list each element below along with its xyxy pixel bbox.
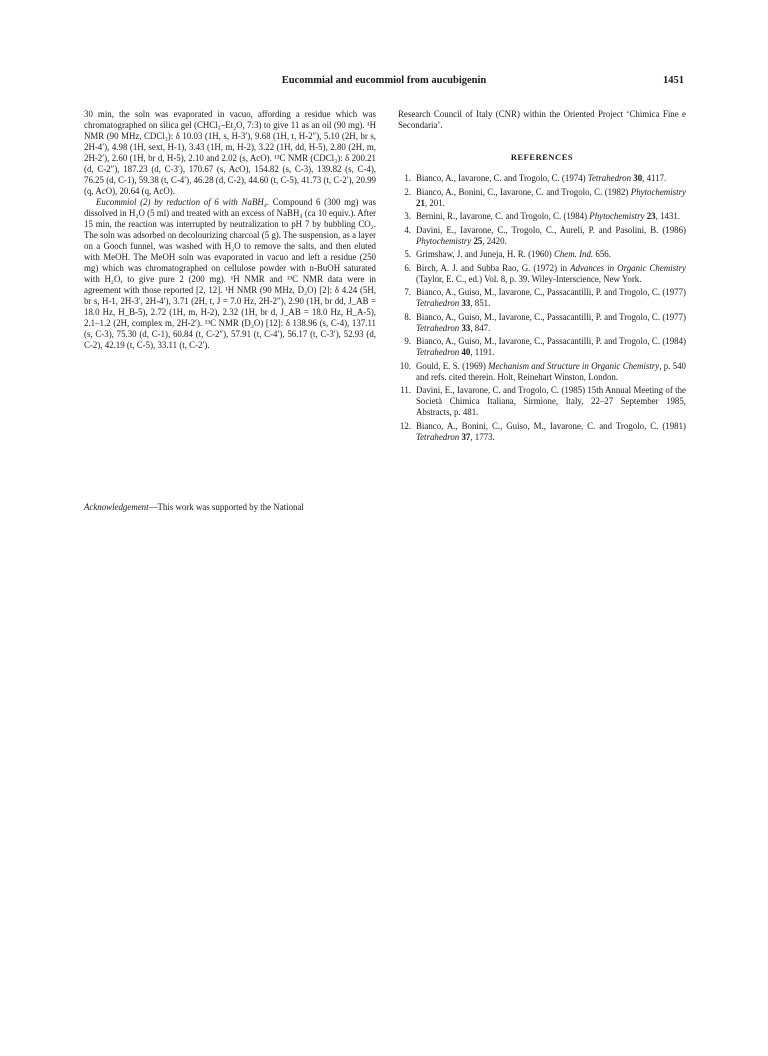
- reference-volume: 40: [461, 347, 471, 357]
- reference-number: 1.: [404, 173, 411, 183]
- reference-journal: Tetrahedron: [587, 173, 632, 183]
- reference-list: [398, 173, 686, 443]
- reference-rest: , 851.: [470, 298, 491, 308]
- acknowledgement-text: —This work was supported by the National: [148, 502, 304, 512]
- reference-rest: 656.: [593, 249, 611, 259]
- reference-journal: Phytochemistry: [630, 186, 686, 197]
- reference-number: 5.: [404, 249, 411, 259]
- reference-journal: Advances in Organic Chemistry: [570, 262, 686, 273]
- reference-item: [398, 211, 686, 222]
- reference-item: [398, 249, 686, 260]
- reference-number: 7.: [404, 287, 411, 297]
- reference-journal: Tetrahedron: [416, 431, 460, 442]
- reference-number: 8.: [404, 311, 411, 322]
- reference-journal: Phytochemistry: [416, 235, 472, 246]
- reference-rest: , 201.: [424, 197, 445, 208]
- reference-rest: , 2420.: [482, 235, 507, 246]
- reference-authors: Bianco, A., Guiso, M., Iavarone, C., Passacantilli, P. and Trogolo, C. (1977): [416, 311, 686, 322]
- reference-authors: Davini, E., Iavarone, C. and Trogolo, C. (1985) 15th Annual Meeting of the Società Chimica Italiana, Sirmione, Italy, 22–27 September 1985, Abstracts, p. 481.: [416, 385, 686, 417]
- eucommiol-procedure: Compound 6 (300 mg) was dissolved in H₂O (5 ml) and treated with an excess of NaBH₄ (ca 10 equiv.). After 15 min, the reaction was interrupted by neutralization to pH 7 by bubbling CO₂. The soln was adsorbed on decolourizing charcoal (5 g). The suspension, as a layer on a Gooch funnel, was washed with H₂O to remove the salts, and then eluted with MeOH. The MeOH soln was evaporated in vacuo and left a residue (250 mg) which was chromatographed on cellulose powder with n-BuOH saturated with H₂O, to give pure 2 (200 mg). ¹H NMR and ¹³C NMR data were in agreement with those reported [2, 12]. ¹H NMR (90 MHz, D₂O) [2]: δ 4.24 (5H, br s, H-1, 2H-3′, 2H-4′), 3.71 (2H, t, J = 7.0 Hz, 2H-2″), 2.90 (1H, br dd, J_AB = 18.0 Hz, H_B-5), 2.72 (1H, m, H-2), 2.32 (1H, br d, J_AB = 18.0 Hz, H_A-5), 2.1–1.2 (2H, complex m, 2H-2′). ¹³C NMR (D₂O) [12]: δ 138.96 (s, C-4), 137.11 (s, C-3), 75.30 (d, C-1), 60.84 (t, C-2″), 57.91 (t, C-4′), 56.17 (t, C-3′), 52.93 (d, C-2), 42.19 (t, C-5), 33.11 (t, C-2′).: [84, 197, 376, 350]
- right-column: [398, 109, 686, 445]
- acknowledgement-continued: Research Council of Italy (CNR) within the Oriented Project ‘Chimica Fine e Secondaria’.: [398, 109, 686, 130]
- reference-journal: Tetrahedron: [416, 347, 460, 357]
- reference-journal: Chem. Ind.: [553, 249, 594, 259]
- reference-volume: 23: [646, 211, 656, 221]
- acknowledgement: [84, 502, 376, 513]
- acknowledgement-heading: Acknowledgement: [84, 502, 149, 512]
- reference-journal: Tetrahedron: [416, 298, 460, 308]
- reference-item: [398, 421, 686, 443]
- reference-volume: 21: [416, 197, 425, 208]
- references-heading: REFERENCES: [510, 153, 574, 162]
- reference-rest: , 847.: [470, 322, 491, 333]
- reference-authors: Davini, E., Iavarone, C., Trogolo, C., Aureli, P. and Pasolini, B. (1986): [416, 224, 686, 235]
- reference-number: 12.: [399, 420, 411, 431]
- reference-number: 4.: [404, 224, 411, 235]
- reference-authors: Bernini, R., Iavarone, C. and Trogolo, C. (1984): [416, 211, 590, 221]
- reference-number: 10.: [399, 360, 411, 371]
- reference-authors: Birch, A. J. and Subba Rao, G. (1972) in: [416, 262, 571, 273]
- reference-item: [398, 336, 686, 358]
- reference-authors: Grimshaw, J. and Juneja, H. R. (1960): [416, 249, 554, 259]
- reference-rest: , 1431.: [655, 211, 681, 221]
- reference-number: 3.: [404, 211, 411, 221]
- experimental-paragraph-2: [84, 197, 376, 351]
- reference-volume: 33: [461, 298, 471, 308]
- left-column: [84, 109, 376, 351]
- reference-item: [398, 263, 686, 285]
- reference-item: [398, 361, 686, 383]
- reference-journal: Tetrahedron: [416, 322, 460, 333]
- reference-authors: Gould, E. S. (1969): [416, 360, 489, 371]
- reference-number: 6.: [404, 262, 411, 273]
- reference-item: [398, 173, 686, 184]
- reference-journal: Mechanism and Structure in Organic Chemistry: [488, 360, 660, 371]
- reference-item: [398, 312, 686, 334]
- reference-journal: Phytochemistry: [589, 211, 645, 221]
- reference-volume: 25: [473, 235, 483, 246]
- reference-item: [398, 287, 686, 309]
- running-title: Eucommial and eucommiol from aucubigenin: [281, 75, 487, 86]
- reference-volume: 37: [461, 431, 471, 442]
- reference-number: 2.: [404, 186, 411, 197]
- reference-item: [398, 225, 686, 247]
- running-header: [84, 75, 684, 91]
- reference-rest: , 1191.: [470, 347, 495, 357]
- reference-item: [398, 385, 686, 418]
- reference-rest: , 4117.: [642, 173, 667, 183]
- reference-authors: Bianco, A., Bonini, C., Guiso, M., Iavarone, C. and Trogolo, C. (1981): [416, 420, 686, 431]
- reference-volume: 30: [633, 173, 643, 183]
- reference-volume: 33: [461, 322, 471, 333]
- reference-number: 11.: [400, 385, 411, 395]
- page-number: 1451: [663, 75, 684, 86]
- experimental-paragraph-1: 30 min, the soln was evaporated in vacuo, affording a residue which was chromatographed on silica gel (CHCl₃–Et₂O, 7:3) to give 11 as an oil (90 mg). ¹H NMR (90 MHz, CDCl₃): δ 10.03 (1H, s, H-3′), 9.68 (1H, t, H-2″), 5.10 (2H, br s, 2H-4′), 4.98 (1H, sext, H-1), 3.43 (1H, m, H-2), 3.22 (1H, dd, H-5), 2.80 (2H, m, 2H-2′), 2.60 (1H, br d, H-5), 2.10 and 2.02 (s, AcO). ¹³C NMR (CDCl₃): δ 200.21 (d, C-2″), 187.23 (d, C-3′), 170.67 (s, AcO), 154.82 (s, C-3), 139.82 (s, C-4), 76.25 (d, C-1), 59.38 (t, C-4′), 46.28 (d, C-2), 44.60 (t, C-5), 41.73 (t, C-2′), 20.99 (q, AcO), 20.64 (q, AcO).: [84, 109, 376, 196]
- eucommiol-subheading: Eucommiol (2) by reduction of 6 with NaBH₄.: [96, 197, 270, 207]
- reference-authors: Bianco, A., Bonini, C., Iavarone, C. and Trogolo, C. (1982): [416, 186, 631, 197]
- reference-rest: , 1773.: [470, 431, 495, 442]
- reference-rest: (Taylor, E. C., ed.) Vol. 8, p. 39. Wiley-Interscience, New York.: [416, 273, 642, 284]
- reference-rest: , p. 540 and refs. cited therein. Holt, Reinehart Winston, London.: [416, 360, 686, 382]
- reference-item: [398, 187, 686, 209]
- reference-number: 9.: [404, 336, 411, 346]
- reference-authors: Bianco, A., Guiso, M., Iavarone, C., Passacantilli, P. and Trogolo, C. (1984): [416, 336, 686, 346]
- reference-authors: Bianco, A., Iavarone, C. and Trogolo, C. (1974): [416, 173, 588, 183]
- reference-authors: Bianco, A., Guiso, M., Iavarone, C., Passacantilli, P. and Trogolo, C. (1977): [416, 287, 686, 297]
